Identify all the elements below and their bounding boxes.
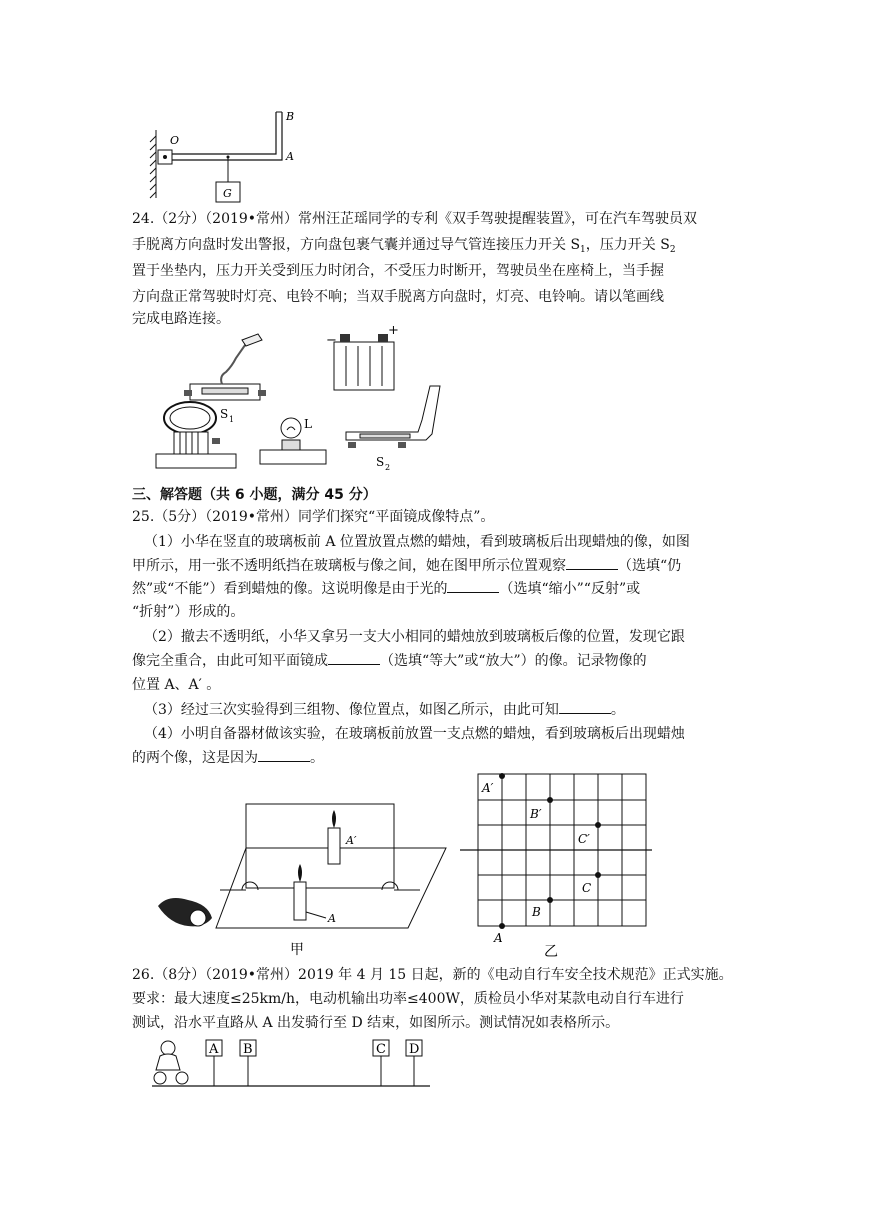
svg-text:C′: C′: [578, 832, 590, 846]
q25-part2-line2: 像完全重合，由此可知平面镜成 （选填“等大”或“放大”）的像。记录物像的: [132, 648, 647, 674]
svg-text:−: −: [326, 333, 337, 348]
pivot-o: [163, 155, 167, 159]
svg-text:甲: 甲: [290, 942, 304, 958]
q25-part1-line1: （1）小华在竖直的玻璃板前 A 位置放置点燃的蜡烛，看到玻璃板后出现蜡烛的像，如图: [144, 534, 690, 550]
svg-text:S: S: [376, 455, 385, 469]
marker-d: [406, 1040, 422, 1086]
figure-jia: [150, 800, 450, 960]
answer-blank[interactable]: [328, 650, 380, 665]
answer-blank[interactable]: [566, 555, 618, 570]
svg-text:A′: A′: [482, 781, 494, 795]
answer-blank[interactable]: [447, 578, 499, 593]
q25-part4-line2: 的两个像，这是因为 。: [132, 745, 324, 771]
svg-text:1: 1: [229, 415, 235, 424]
q26-line3: 测试，沿水平直路从 A 出发骑行至 D 结束，如图所示。测试情况如表格所示。: [132, 1015, 620, 1031]
switch-s2: [346, 386, 440, 472]
q25-part2-line3: 位置 A、A′ 。: [132, 677, 221, 693]
q24-line5: 完成电路连接。: [132, 311, 230, 327]
marker-a: [206, 1040, 222, 1086]
switch-s1: [184, 334, 266, 424]
glass-plate: [246, 804, 394, 888]
svg-text:C: C: [376, 1042, 386, 1057]
svg-text:A: A: [494, 931, 503, 945]
circuit-components-figure: [150, 326, 450, 476]
svg-text:A′: A′: [346, 834, 357, 847]
svg-text:乙: 乙: [544, 944, 558, 960]
observer-head: [158, 898, 212, 926]
svg-text:B: B: [243, 1042, 253, 1057]
svg-text:O: O: [170, 134, 180, 147]
wall-hatching: [150, 130, 156, 198]
q24-line1: 24.（2分）（2019•常州）常州汪芷瑶同学的专利《双手驾驶提醒装置》，可在汽车驾驶员双: [132, 211, 698, 227]
lever-figure: [148, 100, 308, 208]
q25-part1-line3: 然”或“不能”）看到蜡烛的像。这说明像是由于光的 （选填“缩小”“反射”或: [132, 576, 640, 602]
bent-lever: [172, 112, 282, 160]
svg-text:B: B: [286, 110, 295, 123]
svg-text:D: D: [409, 1042, 420, 1057]
svg-text:B′: B′: [530, 807, 542, 821]
svg-text:C: C: [582, 881, 592, 895]
answer-blank[interactable]: [258, 747, 310, 762]
q26-line2: 要求：最大速度≤25km/h，电动机输出功率≤400W，质检员小华对某款电动自行车进行: [132, 991, 684, 1007]
svg-text:A: A: [328, 912, 336, 925]
q24-line3: 置于坐垫内，压力开关受到压力时闭合，不受压力时断开，驾驶员坐在座椅上，当手握: [132, 263, 664, 279]
q24-line4: 方向盘正常驾驶时灯亮、电铃不响；当双手脱离方向盘时，灯亮、电铃响。请以笔画线: [132, 289, 664, 305]
q25-part1-line4: “折射”）形成的。: [132, 604, 245, 620]
svg-text:G: G: [223, 187, 232, 200]
svg-text:2: 2: [385, 463, 391, 472]
svg-text:S: S: [220, 407, 229, 421]
q25-part1-line2: 甲所示，用一张不透明纸挡在玻璃板与像之间，她在图甲所示位置观察 （选填“仍: [132, 553, 681, 579]
svg-text:+: +: [388, 326, 399, 338]
q26-line1: 26.（8分）（2019•常州）2019 年 4 月 15 日起，新的《电动自行车安全技术规范》正式实施。: [132, 967, 733, 983]
point-c: [595, 872, 601, 878]
battery: [326, 326, 399, 390]
point-a: [499, 923, 505, 929]
point-c-prime: [595, 822, 601, 828]
q25-part3: （3）经过三次实验得到三组物、像位置点，如图乙所示，由此可知 。: [144, 697, 625, 723]
figure-yi: [456, 770, 656, 966]
road-figure: [150, 1036, 440, 1090]
section-title: 三、解答题（共 6 小题，满分 45 分）: [132, 487, 377, 503]
svg-text:A: A: [286, 150, 294, 163]
point-a-prime: [499, 773, 505, 779]
svg-text:A: A: [209, 1042, 219, 1057]
point-b-prime: [547, 797, 553, 803]
svg-text:B: B: [532, 905, 541, 919]
cyclist: [154, 1041, 188, 1084]
point-b: [547, 897, 553, 903]
lamp: [260, 417, 326, 464]
q25-part4-line1: （4）小明自备器材做该实验，在玻璃板前放置一支点燃的蜡烛，看到玻璃板后出现蜡烛: [144, 726, 685, 742]
svg-text:L: L: [304, 417, 312, 431]
answer-blank[interactable]: [559, 699, 611, 714]
marker-c: [373, 1040, 389, 1086]
q25-part2-line1: （2）撤去不透明纸，小华又拿另一支大小相同的蜡烛放到玻璃板后像的位置，发现它跟: [144, 629, 685, 645]
q25-stem: 25.（5分）（2019•常州）同学们探究“平面镜成像特点”。: [132, 509, 495, 525]
marker-b: [240, 1040, 256, 1086]
q24-line2: 手脱离方向盘时发出警报，方向盘包裹气囊并通过导气管连接压力开关 $S_1$，压力开关 $S_2$: [132, 237, 676, 255]
candle-image: [328, 810, 357, 864]
candle-a: [294, 864, 336, 925]
